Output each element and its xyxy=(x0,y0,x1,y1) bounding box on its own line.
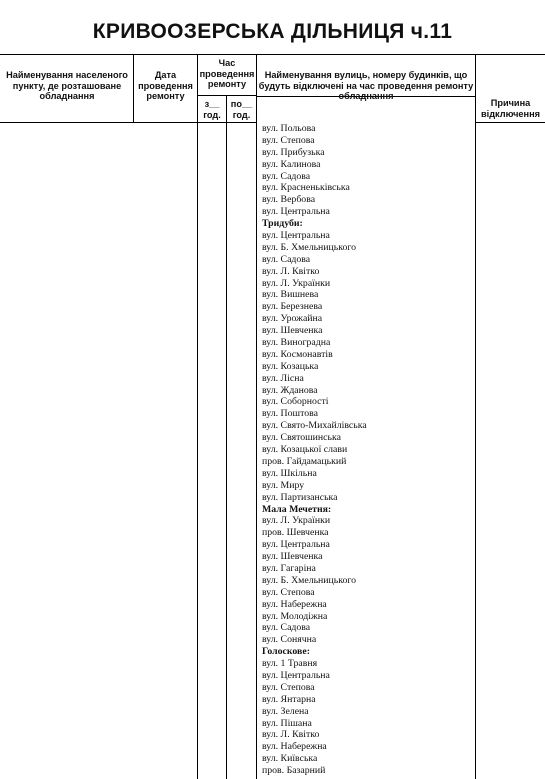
table-header-bottom-border xyxy=(0,122,256,123)
street-item: вул. Л. Квітко xyxy=(262,729,320,741)
street-item: пров. Шевченка xyxy=(262,527,329,539)
street-item: вул. Київська xyxy=(262,753,318,765)
street-item: вул. 1 Травня xyxy=(262,658,318,670)
street-item: вул. Сонячна xyxy=(262,634,317,646)
village-heading: Голоскове: xyxy=(262,646,310,658)
street-item: пров. Базарний xyxy=(262,765,326,777)
street-item: вул. Янтарна xyxy=(262,693,316,705)
street-item: вул. Святошинська xyxy=(262,432,341,444)
street-item: вул. Свято-Михайлівська xyxy=(262,420,367,432)
header-time-to: по__ год. xyxy=(230,99,253,120)
column-divider xyxy=(256,54,257,779)
column-divider xyxy=(475,54,476,779)
street-item: вул. Гагаріна xyxy=(262,562,316,574)
street-item: вул. Л. Квітко xyxy=(262,265,320,277)
street-item: вул. Пішана xyxy=(262,717,312,729)
header-time-from: з__ год. xyxy=(203,99,221,120)
street-item: вул. Центральна xyxy=(262,669,330,681)
street-item: вул. Центральна xyxy=(262,539,330,551)
street-item: вул. Березнева xyxy=(262,301,323,313)
header-streets: Найменування вулиць, номеру будинків, що будуть відключені на час проведення ремонту обладнання xyxy=(258,70,474,101)
street-item: вул. Л. Українки xyxy=(262,515,331,527)
street-item: вул. Б. Хмельницького xyxy=(262,574,357,586)
street-item: вул. Набережна xyxy=(262,598,327,610)
street-list xyxy=(262,123,474,777)
street-item: вул. Вербова xyxy=(262,194,316,206)
header-reason: Причина відключення xyxy=(481,98,540,119)
street-item: вул. Виноградна xyxy=(262,337,331,349)
street-item: вул. Степова xyxy=(262,586,315,598)
street-item: вул. Шкільна xyxy=(262,467,317,479)
street-item: вул. Калинова xyxy=(262,158,321,170)
street-item: вул. Козацької слави xyxy=(262,444,348,456)
column-divider xyxy=(133,54,134,122)
reason-header-bottom-border xyxy=(475,122,545,123)
column-divider xyxy=(197,54,198,779)
street-item: вул. Степова xyxy=(262,681,315,693)
street-item: вул. Набережна xyxy=(262,741,327,753)
street-item: вул. Садова xyxy=(262,170,311,182)
document-title: КРИВООЗЕРСЬКА ДІЛЬНИЦЯ ч.11 xyxy=(92,20,453,43)
street-item: вул. Космонавтів xyxy=(262,348,333,360)
street-item: вул. Прибузька xyxy=(262,146,325,158)
village-heading: Тридуби: xyxy=(262,218,303,230)
street-item: вул. Степова xyxy=(262,134,315,146)
street-item: вул. Б. Хмельницького xyxy=(262,241,357,253)
street-item: вул. Молодіжна xyxy=(262,610,328,622)
street-item: вул. Центральна xyxy=(262,230,330,242)
street-item: вул. Шевченка xyxy=(262,551,323,563)
street-item: вул. Партизанська xyxy=(262,491,338,503)
street-item: вул. Садова xyxy=(262,622,311,634)
street-item: вул. Красненьківська xyxy=(262,182,350,194)
street-item: вул. Поштова xyxy=(262,408,318,420)
street-item: вул. Зелена xyxy=(262,705,309,717)
header-settlement: Найменування населеного пункту, де розташоване обладнання xyxy=(6,70,128,101)
header-time: Час проведення ремонту xyxy=(199,58,255,89)
street-item: вул. Жданова xyxy=(262,384,318,396)
street-item: вул. Л. Українки xyxy=(262,277,331,289)
street-item: вул. Козацька xyxy=(262,360,319,372)
header-date: Дата проведення ремонту xyxy=(138,70,193,101)
street-item: вул. Миру xyxy=(262,479,305,491)
street-item: вул. Центральна xyxy=(262,206,330,218)
street-item: вул. Лісна xyxy=(262,372,304,384)
village-heading: Мала Мечетня: xyxy=(262,503,332,515)
street-item: пров. Гайдамацький xyxy=(262,455,347,467)
street-item: вул. Садова xyxy=(262,253,311,265)
street-item: вул. Урожайна xyxy=(262,313,323,325)
street-item: вул. Шевченка xyxy=(262,325,323,337)
table-top-border xyxy=(0,54,545,55)
column-divider xyxy=(226,95,227,779)
street-item: вул. Польова xyxy=(262,123,316,134)
street-item: вул. Вишнева xyxy=(262,289,319,301)
street-item: вул. Соборності xyxy=(262,396,329,408)
